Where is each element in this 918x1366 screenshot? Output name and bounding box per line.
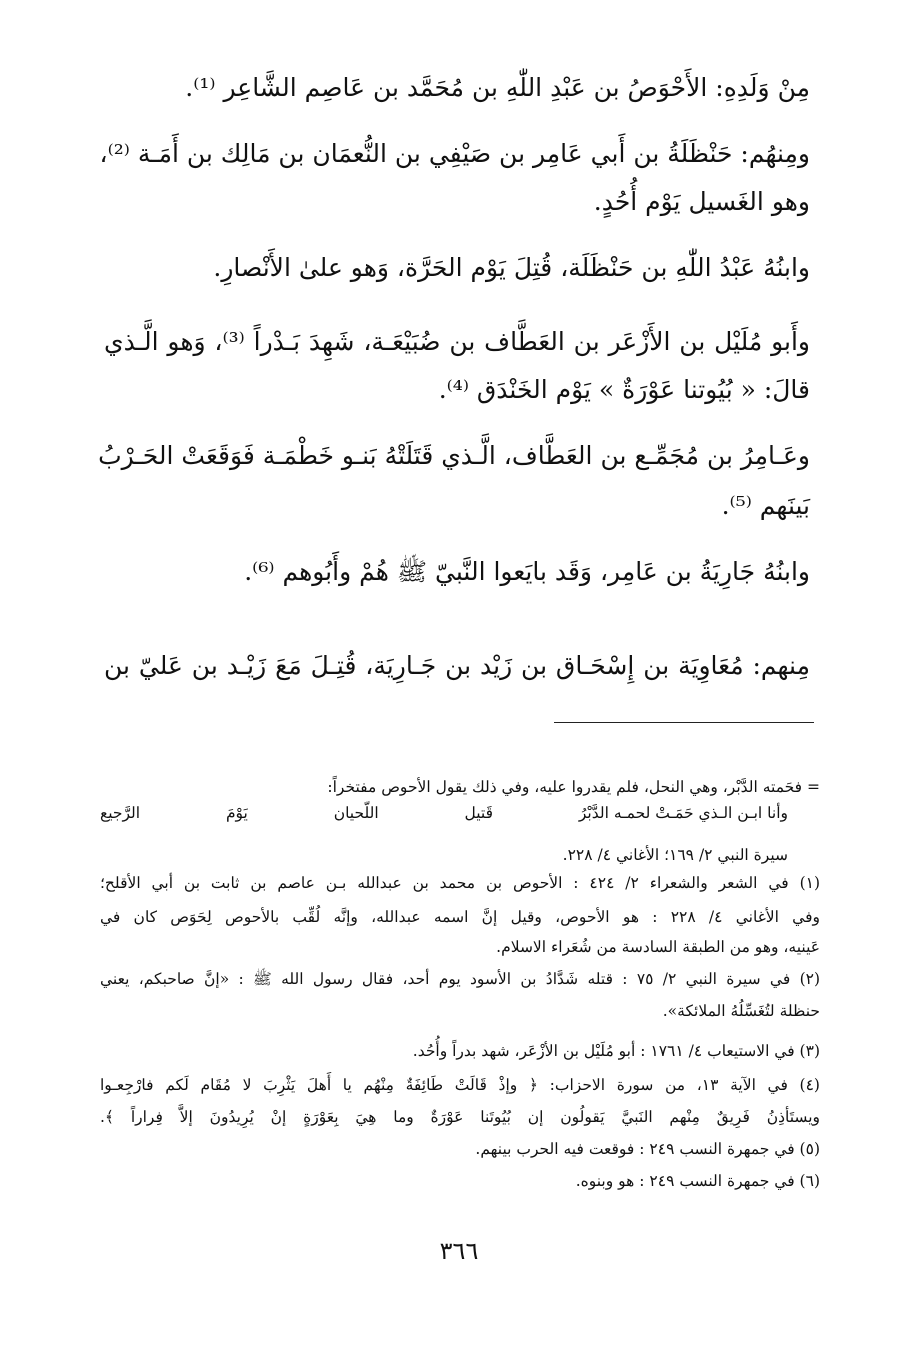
poem-word: يَوْمَ [225, 804, 248, 822]
footnote-line: عَينيه، وهو من الطبقة السادسة من شُعَراء الاسلام. [496, 938, 820, 956]
footnote-poem-verse [100, 800, 788, 826]
footnote-line: ويستَأذِنُ فَرِيقٌ مِنْهم النَبيَّ يَقولُون إن بُيُوتَنا عَوْرَةٌ وما هِيَ بِعَوْرَةٍ إنْ يُرِيدُونَ إلاَّ فِراراً ﴾. [100, 1108, 820, 1126]
poem-word: اللّحيان [333, 804, 379, 822]
main-text-line: وأَبو مُلَيْل بن الأَزْعَر بن العَطَّاف بن ضُبَيْعَـة، شَهِدَ بَـدْراً ⁽³⁾، وَهو الَّـذي [104, 327, 811, 356]
footnote-line: حنظلة لتُغَسِّلُهُ الملائكة». [662, 1002, 820, 1020]
main-text-line: ومِنهُم: حَنْظَلَةُ بن أَبي عَامِر بن صَيْفِي بن النُّعمَان بن مَالِك بن أَمَـة ⁽²⁾، [99, 139, 810, 168]
main-text-line: بَينَهم ⁽⁵⁾. [721, 491, 810, 520]
main-text-line: قالَ: « بُيُوتنا عَوْرَةٌ » يَوْم الخَنْدَق ⁽⁴⁾. [438, 375, 810, 404]
main-text-line: وابنُهُ جَارِيَةُ بن عَامِر، وَقَد بايَعوا النَّبيّ ﷺ هُمْ وأَبُوهم ⁽⁶⁾. [244, 557, 810, 586]
footnote-continuation: = فحَمته الدَّبْر، وهي النحل، فلم يقدروا عليه، وفي ذلك يقول الأحوص مفتخراً: [327, 778, 820, 796]
poem-word: وأنا ابـن الـذي حَمَـتْ لحمـه الدَّبْرُ [578, 804, 788, 822]
main-text-line: مِنهم: مُعَاوِيَة بن إِسْحَـاق بن زَيْد بن جَـارِيَة، قُتِـلَ مَعَ زَيْـد بن عَليّ بن [104, 651, 810, 680]
footnote-poem-source: سيرة النبي ٢/ ١٦٩؛ الأغاني ٤/ ٢٢٨. [562, 846, 788, 864]
footnote-line: (٥) في جمهرة النسب ٢٤٩ : فوقعت فيه الحرب بينهم. [475, 1140, 820, 1158]
footnote-line: (٦) في جمهرة النسب ٢٤٩ : هو وبنوه. [575, 1172, 820, 1190]
footnote-line: (٢) في سيرة النبي ٢/ ٧٥ : قتله شَدَّادُ بن الأسود يوم أحد، فقال رسول الله ﷺ : «إنَّ صاحبكم، يعني [100, 970, 821, 988]
page-number: ٣٦٦ [439, 1237, 479, 1265]
footnote-line: (٤) في الآية ١٣، من سورة الاحزاب: ﴿ وإذْ قَالَتْ طَائِفَةٌ مِنْهُم يا أَهلَ يَثْرِبَ لا مُقَام لَكم فارْجِعـوا [100, 1076, 820, 1094]
footnote-line: (٣) في الاستيعاب ٤/ ١٧٦١ : أبو مُلَيْل بن الأزْعَر، شهد بدراً وأُحُد. [412, 1042, 820, 1060]
footnote-line: (١) في الشعر والشعراء ٢/ ٤٢٤ : الأحوص بن محمد بن عبدالله بـن عاصم بن ثابت بن أبي الأقلح؛ [100, 874, 821, 892]
footnote-separator [554, 722, 814, 723]
main-text-line: وهو الغَسيل يَوْم أُحُدٍ. [593, 187, 810, 216]
poem-word: قَتيل [464, 804, 494, 822]
main-text-line: مِنْ وَلَدِهِ: الأَحْوَصُ بن عَبْدِ اللّٰهِ بن مُحَمَّد بن عَاصِم الشَّاعِر ⁽¹⁾. [185, 73, 810, 102]
poem-word: الرَّجيع [100, 804, 141, 822]
main-text-line: وعَـامِرُ بن مُجَمِّـع بن العَطَّاف، الَّـذي قَتَلَتْهُ بَنـو خَطْمَـة فَوَقَعَتْ الحَـرْبُ [98, 441, 810, 470]
main-text-line: وابنُهُ عَبْدُ اللّٰهِ بن حَنْظَلَة، قُتِلَ يَوْم الحَرَّة، وَهو علىٰ الأَنْصارِ. [213, 253, 810, 282]
footnote-line: وفي الأغاني ٤/ ٢٢٨ : هو الأحوص، وقيل إنَّ اسمه عبدالله، وإنَّه لُقِّب بالأحوص لِحَوَص كان في [100, 908, 820, 926]
